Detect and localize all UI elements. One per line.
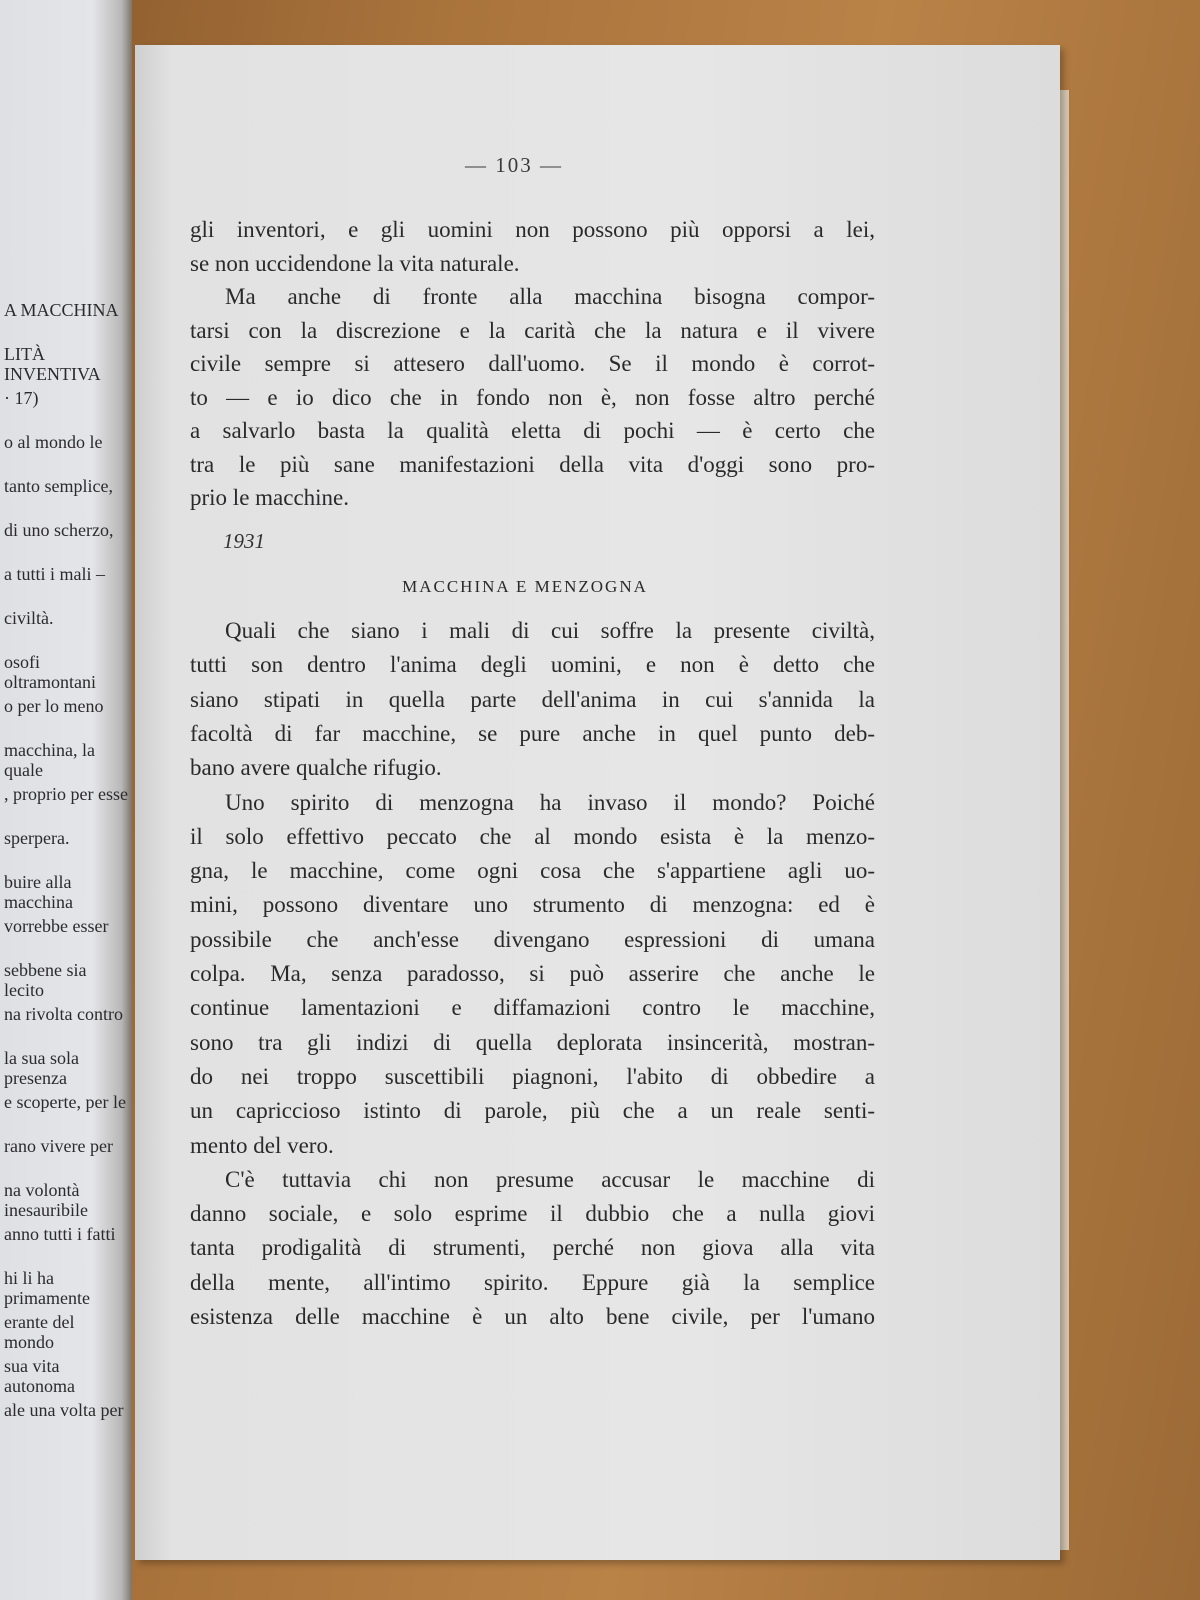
text-line: gna, le macchine, come ogni cosa che s'appartiene agli uo- [190,858,875,884]
left-page-line: macchina, la quale [4,740,95,780]
left-page-line: , proprio per esse [4,784,128,804]
page-number: — 103 — [465,153,563,177]
text-line: a salvarlo basta la qualità eletta di pochi — è certo che [190,418,875,443]
text-line: siano stipati in quella parte dell'anima in cui s'annida la [190,686,875,712]
left-page-line: tanto semplice, [4,476,113,496]
text-line: continue lamentazioni e diffamazioni contro le macchine, [190,995,875,1021]
text-line: civile sempre si attesero dall'uomo. Se il mondo è corrot- [190,351,875,376]
text-line: Uno spirito di menzogna ha invaso il mondo? Poiché [225,789,875,815]
left-page-line: e scoperte, per le [4,1092,126,1112]
text-line: gli inventori, e gli uomini non possono più opporsi a lei, [190,217,875,242]
text-line: della mente, all'intimo spirito. Eppure già la semplice [190,1269,875,1295]
left-page-line: hi li ha primamente [4,1268,90,1308]
text-line: prio le macchine. [190,485,350,510]
left-page-line: o al mondo le [4,432,103,452]
text-line: tra le più sane manifestazioni della vita d'oggi sono pro- [190,451,875,477]
left-page-line: civiltà. [4,608,54,628]
text-line: mini, possono diventare uno strumento di menzogna: ed è [190,892,875,918]
left-page-line: sua vita autonoma [4,1356,75,1396]
left-page-line: sperpera. [4,828,70,848]
left-page-line: vorrebbe esser [4,916,109,936]
left-page-line: LITÀ INVENTIVA [4,344,101,384]
left-page-line: erante del mondo [4,1312,75,1352]
text-line: tarsi con la discrezione e la carità che la natura e il vivere [190,317,875,343]
text-line: C'è tuttavia chi non presume accusar le macchine di [225,1166,875,1192]
left-page-line: buire alla macchina [4,872,73,912]
left-page-line: o per lo meno [4,696,104,716]
text-line: facoltà di far macchine, se pure anche in quel punto deb- [190,720,875,746]
text-line: tutti son dentro l'anima degli uomini, e non è detto che [190,652,875,678]
left-page-line: na volontà inesauribile [4,1180,88,1220]
left-page-line: na rivolta contro [4,1004,123,1024]
text-line: tanta prodigalità di strumenti, perché non giova alla vita [190,1235,875,1261]
text-line: Ma anche di fronte alla macchina bisogna compor- [225,284,875,309]
text-line: il solo effettivo peccato che al mondo esista è la menzo- [190,823,875,849]
left-page-line: la sua sola presenza [4,1048,79,1088]
left-page [0,0,132,1600]
left-page-line: ale una volta per [4,1400,124,1420]
text-line: sono tra gli indizi di quella deplorata insincerità, mostran- [190,1029,875,1055]
section-date: 1931 [223,529,265,553]
left-page-line: · 17) [4,388,39,408]
text-line: danno sociale, e solo esprime il dubbio che a nulla giovi [190,1201,875,1227]
text-line: Quali che siano i mali di cui soffre la presente civiltà, [225,618,875,643]
text-line: do nei troppo suscettibili piagnoni, l'abito di obbedire a [190,1063,875,1089]
left-page-line: anno tutti i fatti [4,1224,116,1244]
text-line: se non uccidendone la vita naturale. [190,250,520,276]
left-page-line: rano vivere per [4,1136,113,1156]
text-line: un capriccioso istinto di parole, più che a un reale senti- [190,1098,875,1124]
left-page-line: di uno scherzo, [4,520,114,540]
left-page-line: osofi oltramontani [4,652,96,692]
text-line: colpa. Ma, senza paradosso, si può asserire che anche le [190,961,875,986]
right-page [135,45,1060,1560]
text-line: mento del vero. [190,1132,334,1158]
left-page-line: a tutti i mali – [4,564,105,584]
left-page-line: A MACCHINA [4,300,119,320]
text-line: esistenza delle macchine è un alto bene civile, per l'umano [190,1304,875,1329]
section-heading: MACCHINA E MENZOGNA [402,577,648,596]
text-line: to — e io dico che in fondo non è, non fosse altro perché [190,384,875,410]
text-line: bano avere qualche rifugio. [190,755,442,781]
text-line: possibile che anch'esse divengano espressioni di umana [190,926,875,952]
left-page-line: sebbene sia lecito [4,960,87,1000]
